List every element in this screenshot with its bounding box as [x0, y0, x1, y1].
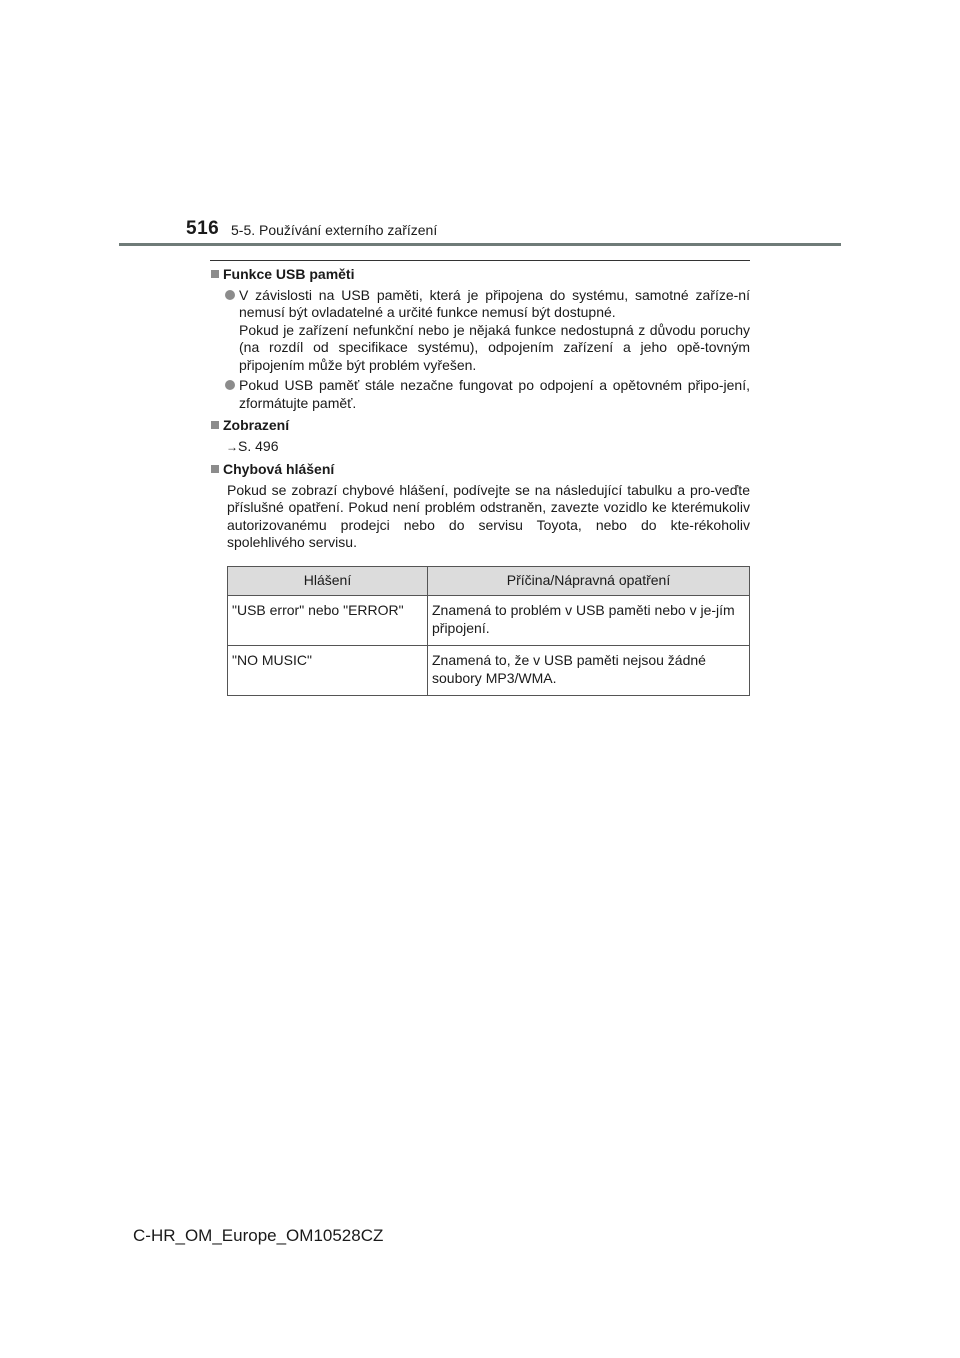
section-usb — [210, 266, 750, 412]
content — [210, 266, 750, 552]
section-errors — [210, 461, 750, 552]
table-cell: Znamená to problém v USB paměti nebo v je-jím připojení. — [428, 596, 750, 646]
errors-heading-text: Chybová hlášení — [223, 461, 335, 477]
list-item — [210, 287, 750, 375]
section-display — [210, 417, 750, 456]
error-messages-table — [227, 566, 750, 696]
section-heading — [210, 417, 750, 435]
page-number: 516 — [186, 218, 220, 239]
usb-heading-text: Funkce USB paměti — [223, 266, 355, 282]
table-row — [228, 646, 750, 696]
display-heading-text: Zobrazení — [223, 417, 290, 433]
square-bullet-icon — [211, 465, 219, 473]
errors-paragraph — [210, 482, 750, 552]
header-rule — [119, 243, 841, 246]
circle-bullet-icon — [225, 290, 235, 300]
footer-document-id: C-HR_OM_Europe_OM10528CZ — [133, 1226, 384, 1245]
bullet-text-1: V závislosti na USB paměti, která je připojena do systému, samotné zaříze-ní nemusí být ovladatelné a určité funkce nemusí být dostupné. — [239, 286, 750, 320]
section-heading — [210, 266, 750, 284]
list-item — [210, 377, 750, 412]
table-cell: Znamená to, že v USB paměti nejsou žádné soubory MP3/WMA. — [428, 646, 750, 696]
table-cell: "USB error" nebo "ERROR" — [228, 596, 428, 646]
arrow-right-icon: → — [226, 439, 238, 454]
circle-bullet-icon — [225, 380, 235, 390]
square-bullet-icon — [211, 270, 219, 278]
section-title: 5-5. Používání externího zařízení — [231, 222, 438, 238]
bullet-text-2: Pokud je zařízení nefunkční nebo je nějaká funkce nedostupná z důvodu poruchy (na rozdíl od specifikace systému), odpojením zařízení a jeho opě-tovným připojením může být problém vyřešen. — [239, 321, 750, 373]
bullet-text-3: Pokud USB paměť stále nezačne fungovat po odpojení a opětovném připo-jení, zformátujte paměť. — [239, 377, 750, 411]
content-top-rule — [210, 260, 750, 261]
table-header-cell: Hlášení — [228, 567, 428, 596]
table-row — [228, 596, 750, 646]
page-reference — [210, 438, 750, 457]
table-header-cell: Příčina/Nápravná opatření — [428, 567, 750, 596]
section-heading — [210, 461, 750, 479]
table-header-row — [228, 567, 750, 596]
square-bullet-icon — [211, 421, 219, 429]
table-cell: "NO MUSIC" — [228, 646, 428, 696]
errors-text: Pokud se zobrazí chybové hlášení, podívejte se na následující tabulku a pro-veďte příslušné opatření. Pokud není problém odstraněn, zavezte vozidlo ke kterémukoliv autorizovanému prodejci nebo do servisu Toyota, nebo do kte-rékoholiv spolehlivého servisu. — [227, 481, 750, 550]
page-reference-link[interactable]: S. 496 — [238, 437, 279, 454]
